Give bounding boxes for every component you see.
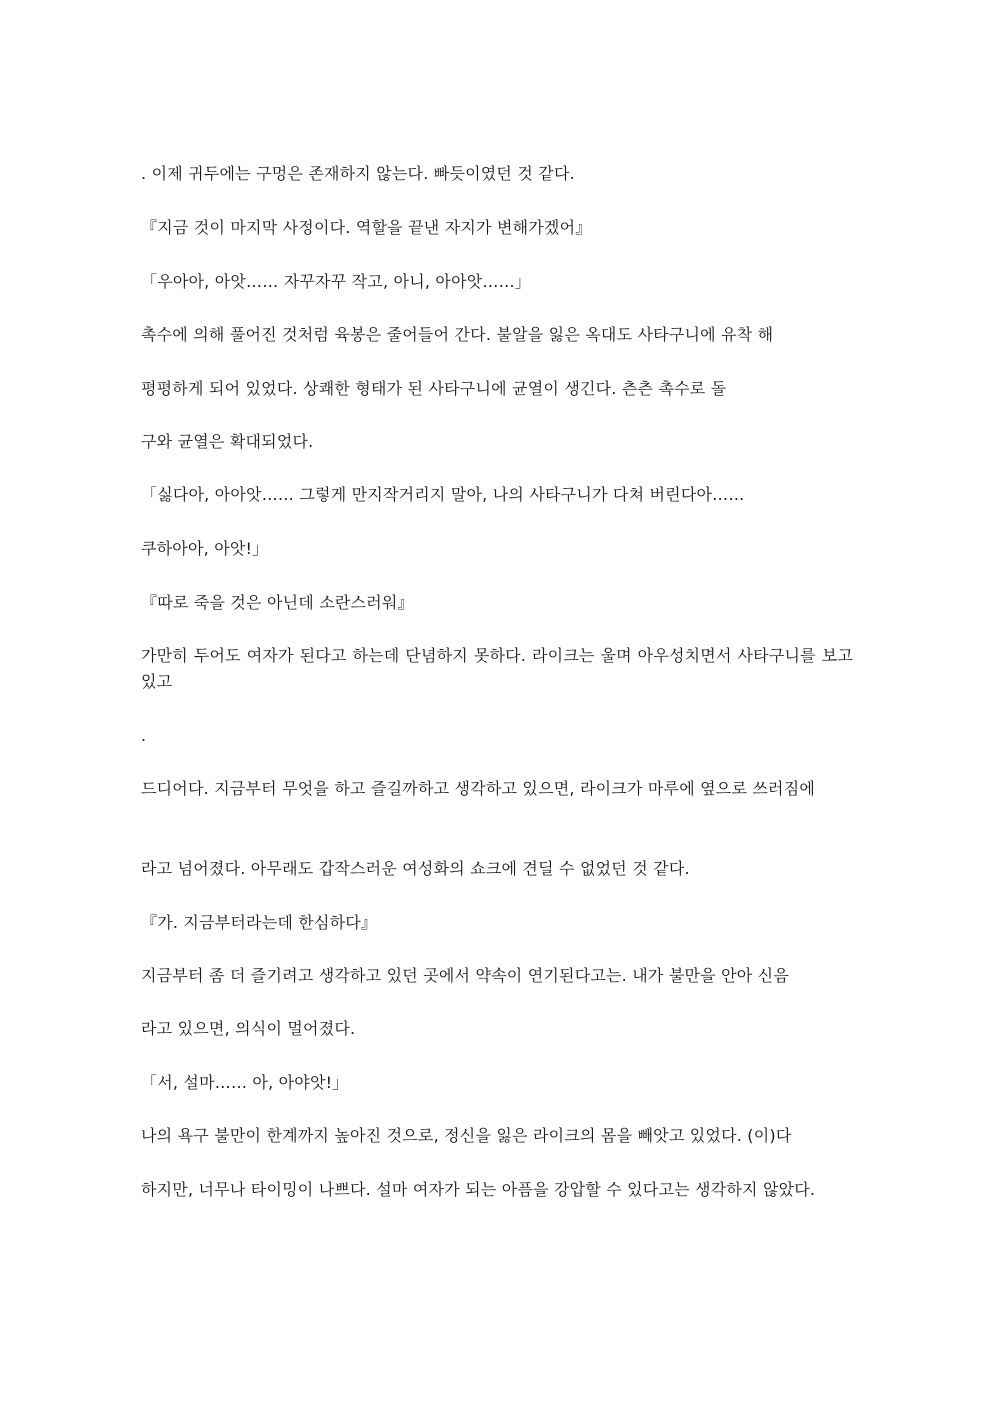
paragraph-18: 나의 욕구 불만이 한계까지 높아진 것으로, 정신을 잃은 라이크의 몸을 빼앗고 있었다. (이)다 (141, 1126, 792, 1145)
paragraph-5: 평평하게 되어 있었다. 상쾌한 형태가 된 사타구니에 균열이 생긴다. 츤츤 촉수로 돌 (141, 379, 727, 398)
paragraph-11: . (141, 726, 147, 745)
paragraph-1: . 이제 귀두에는 구멍은 존재하지 않는다. 빠듯이였던 것 같다. (141, 164, 575, 183)
paragraph-14: 『가. 지금부터라는데 한심하다』 (141, 913, 378, 932)
paragraph-13: 라고 넘어졌다. 아무래도 갑작스러운 여성화의 쇼크에 견딜 수 없었던 것 같다. (141, 859, 690, 878)
paragraph-8: 쿠하아아, 아앗!」 (141, 539, 269, 558)
paragraph-12: 드디어다. 지금부터 무엇을 하고 즐길까하고 생각하고 있으면, 라이크가 마루에 옆으로 쓰러짐에 (141, 779, 816, 798)
paragraph-10: 가만히 두어도 여자가 된다고 하는데 단념하지 못하다. 라이크는 울며 아우성치면서 사타구니를 보고 있고 (141, 646, 853, 691)
paragraph-7: 「싫다아, 아아앗…… 그렇게 만지작거리지 말아, 나의 사타구니가 다쳐 버린다아…… (141, 485, 745, 504)
paragraph-4: 촉수에 의해 풀어진 것처럼 육봉은 줄어들어 간다. 불알을 잃은 옥대도 사타구니에 유착 해 (141, 325, 774, 344)
paragraph-17: 「서, 설마…… 아, 아야앗!」 (141, 1073, 349, 1092)
paragraph-19: 하지만, 너무나 타이밍이 나쁘다. 설마 여자가 되는 아픔을 강압할 수 있다고는 생각하지 않았다. (141, 1180, 816, 1199)
paragraph-2: 『지금 것이 마지막 사정이다. 역할을 끝낸 자지가 변해가겠어』 (141, 218, 592, 237)
paragraph-6: 구와 균열은 확대되었다. (141, 432, 314, 451)
paragraph-9: 『따로 죽을 것은 아닌데 소란스러워』 (141, 593, 414, 612)
paragraph-15: 지금부터 좀 더 즐기려고 생각하고 있던 곳에서 약속이 연기된다고는. 내가 불만을 안아 신음 (141, 966, 789, 985)
paragraph-16: 라고 있으면, 의식이 멀어졌다. (141, 1019, 356, 1038)
paragraph-3: 「우아아, 아앗…… 자꾸자꾸 작고, 아니, 아아앗……」 (141, 272, 531, 291)
